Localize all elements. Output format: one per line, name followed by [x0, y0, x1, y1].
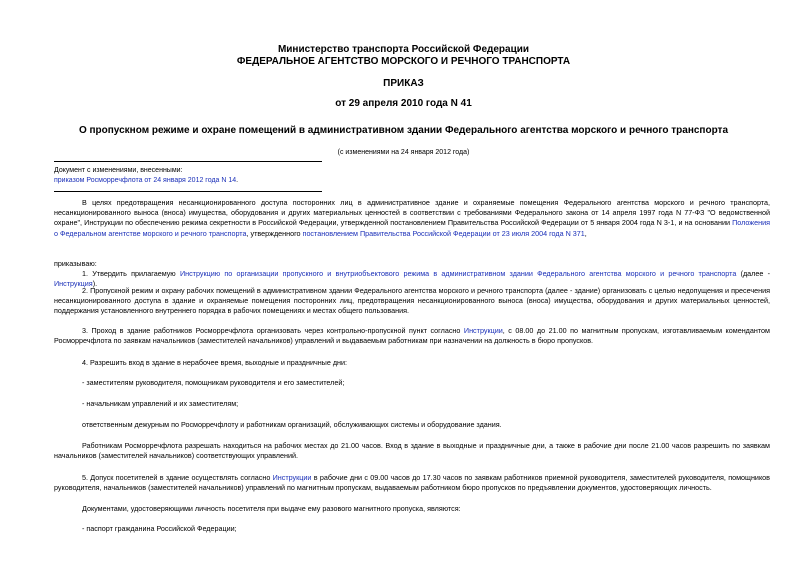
agency-name: ФЕДЕРАЛЬНОЕ АГЕНТСТВО МОРСКОГО И РЕЧНОГО ТРАНСПОРТА: [236, 56, 571, 67]
item-4-deputies: - заместителям руководителя, помощникам руководителя и его заместителей;: [82, 378, 345, 387]
item-4-duty-officers: ответственным дежурным по Росморречфлоту и работникам организаций, обслуживающих системы и оборудование здания.: [82, 420, 502, 429]
item-1-text-1: 1. Утвердить прилагаемую: [82, 269, 180, 278]
item-3-text-1: 3. Проход в здание работников Росморречфлота организовать через контрольно-пропускной пункт согласно: [82, 326, 464, 335]
instruction-short-link[interactable]: Инструкция: [54, 279, 93, 289]
preamble-text-1: В целях предотвращения несанкционированного доступа посторонних лиц в административное здание и охраняемые помещения Федерального агентства морского и речного транспорта, несанкционированного выноса (вноса) имущества, оборудования и других материальных ценностей в соответствии с требованиями Федерального закона от 14 апреля 1997 года N 77-ФЗ "О ведомственной охране", Инструкции по обеспечению режима секретности в Российской Федерации, утвержденной постановлением Правительства Российской Федерации от 5 января 2004 года N 3-1, и на основании: [54, 198, 770, 228]
item-3-paragraph: [54, 326, 770, 346]
amendments-note: [54, 166, 322, 186]
changes-note: (с изменениями на 24 января 2012 года): [337, 149, 470, 156]
preamble-paragraph: [54, 198, 770, 239]
item-5-text-2: в рабочие дни с 09.00 часов до 17.30 часов по заявкам работников приемной руководителя, заместителей руководителя, помощников руководителя, начальников (заместителей начальников) управлений по магнитным пропускам, выдаваемым работником бюро пропусков по предъявлении документов, удостоверяющих личность.: [54, 473, 770, 493]
preamble-text-3: ,: [584, 228, 587, 238]
document-type: ПРИКАЗ: [383, 78, 424, 89]
item-5-passport: - паспорт гражданина Российской Федерации;: [82, 524, 237, 533]
item-5-paragraph: [54, 473, 770, 493]
amendment-order-link[interactable]: приказом Росморречфлота от 24 января 2012 года N 14: [54, 177, 237, 184]
item-5-text-1: 5. Допуск посетителей в здание осуществлять согласно: [82, 473, 273, 482]
preamble-text-2: , утвержденного: [246, 228, 303, 238]
item-5-documents: Документами, удостоверяющими личность посетителя при выдаче ему разового магнитного пропуска, являются:: [82, 504, 461, 513]
ministry-name: Министерство транспорта Российской Федерации: [277, 44, 530, 55]
note-top-rule: [54, 161, 322, 162]
government-decree-link[interactable]: постановлением Правительства Российской Федерации от 23 июля 2004 года N 371: [302, 228, 585, 238]
agency-regulation-link[interactable]: Положения о Федеральном агентстве морского и речного транспорта: [54, 218, 770, 238]
note-bottom-rule: [54, 191, 322, 192]
amendments-note-heading: Документ с изменениями, внесенными:: [54, 167, 183, 174]
document-date-number: от 29 апреля 2010 года N 41: [335, 98, 472, 109]
instruction-link[interactable]: Инструкцию по организации пропускного и внутриобъектового режима в административном здании Федерального агентства морского и речного транспорта: [179, 269, 737, 278]
item-3-text-2: , с 08.00 до 21.00 по магнитным пропускам, изготавливаемым комендантом Росморречфлота по заявкам начальников (заместителей начальников) управлений и выдаваемым работникам при назначении на должность в бюро пропусков.: [54, 326, 770, 346]
item-4-paragraph: 4. Разрешить вход в здание в нерабочее время, выходные и праздничные дни:: [82, 358, 348, 367]
item-2-paragraph: 2. Пропускной режим и охрану рабочих помещений в административном здании Федерального агентства морского и речного транспорта (далее - здание) организовать с целью недопущения и пресечения несанкционированного доступа в здание и охраняемые помещения посторонних лиц, предотвращения несанкционированного выноса (вноса) имущества, оборудования и других материальных ценностей, поддержания установленного внутреннего порядка в рабочих помещениях и местах общего пользования.: [54, 286, 770, 316]
item-1-text-2: (далее -: [736, 269, 770, 278]
item-4-working-hours: Работникам Росморречфлота разрешать находиться на рабочих местах до 21.00 часов. Вход в здание в выходные и праздничные дни, а также в рабочие дни после 21.00 часов разрешить по заявкам начальников (заместителей начальников) соответствующих управлений.: [54, 441, 770, 461]
item-1-text-3: ).: [92, 279, 98, 289]
item-5-instruction-link[interactable]: Инструкции: [272, 473, 312, 482]
amendments-note-body: [54, 176, 322, 186]
item-4-heads: - начальникам управлений и их заместителям;: [82, 399, 239, 408]
amendment-note-end: .: [236, 177, 239, 184]
order-word: приказываю:: [54, 259, 97, 268]
document-title: О пропускном режиме и охране помещений в административном здании Федерального агентства морского и речного транспорта: [78, 125, 729, 136]
item-3-instruction-link[interactable]: Инструкции: [463, 326, 503, 335]
